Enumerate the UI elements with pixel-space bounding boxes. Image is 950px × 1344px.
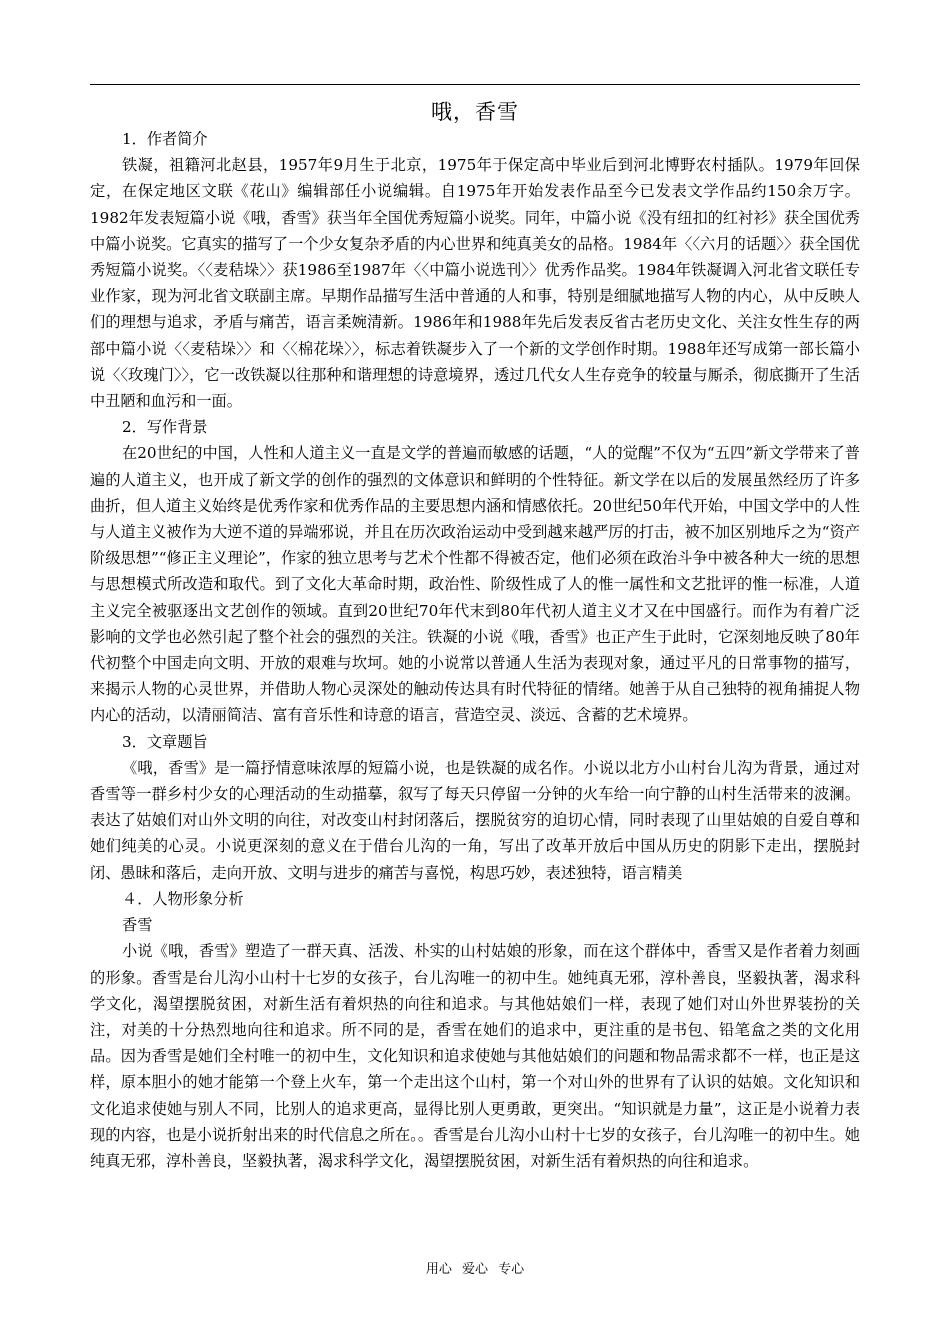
header-rule [90,84,860,85]
page-footer: 用心 爱心 专心 [425,1262,525,1277]
page-title: 哦，香雪 [431,100,519,124]
paragraph-theme: 《哦，香雪》是一篇抒情意味浓厚的短篇小说，也是铁凝的成名作。小说以北方小山村台儿沟为背景，通过对香雪等一群乡村少女的心理活动的生动描摹，叙写了每天只停留一分钟的火车给一向宁静的山村生活带来的波澜。表达了姑娘们对山外文明的向往，对改变山村封闭落后，摆脱贫穷的迫切心情，同时表现了山里姑娘的自爱自尊和她们纯美的心灵。小说更深刻的意义在于借台儿沟的一角，写出了改革开放后中国从历史的阴影下走出，摆脱封闭、愚昧和落后，走向开放、文明与进步的痛苦与喜悦，构思巧妙，表述独特，语言精美 [90,758,860,882]
section-heading-background: 2．写作背景 [122,418,208,437]
paragraph-author-intro: 铁凝，祖籍河北赵县，1957年9月生于北京，1975年于保定高中毕业后到河北博野农村插队。1979年回保定，在保定地区文联《花山》编辑部任小说编辑。自1975年开始发表作品至今已发表文学作品约150余万字。1982年发表短篇小说《哦，香雪》获当年全国优秀短篇小说奖。同年，中篇小说《没有纽扣的红衬衫》获全国优秀中篇小说奖。它真实的描写了一个少女复杂矛盾的内心世界和纯真美女的品格。1984年〈〈六月的话题〉〉获全国优秀短篇小说奖。〈〈麦秸垛〉〉获1986至1987年〈〈中篇小说选刊〉〉优秀作品奖。1984年铁凝调入河北省文联任专业作家，现为河北省文联副主席。早期作品描写生活中普通的人和事，特别是细腻地描写人物的内心，从中反映人们的理想与追求，矛盾与痛苦，语言柔婉清新。1986年和1988年先后发表反省古老历史文化、关注女性生存的两部中篇小说〈〈麦秸垛〉〉和〈〈棉花垛〉〉，标志着铁凝步入了一个新的文学创作时期。1988年还写成第一部长篇小说〈〈玫瑰门〉〉，它一改铁凝以往那种和谐理想的诗意境界，透过几代女人生存竞争的较量与厮杀，彻底撕开了生活中丑陋和血污和一面。 [90,156,860,411]
character-name: 香雪 [122,916,153,935]
section-heading-author: 1．作者简介 [122,130,208,148]
paragraph-background: 在20世纪的中国，人性和人道主义一直是文学的普遍而敏感的话题，“人的觉醒”不仅为“五四”新文学带来了普遍的人道主义，也开成了新文学的创作的强烈的文体意识和鲜明的个性特征。新文学在以后的发展虽然经历了许多曲折，但人道主义始终是优秀作家和优秀作品的主要思想内涵和情感依托。20世纪50年代开始，中国文学中的人性与人道主义被作为大逆不道的异端邪说，并且在历次政治运动中受到越来越严厉的打击，被不加区别地斥之为“资产阶级思想”“修正主义理论”，作家的独立思考与艺术个性都不得被否定，他们必须在政治斗争中被各种大一统的思想与思想模式所改造和取代。到了文化大革命时期，政治性、阶级性成了人的惟一属性和文艺批评的惟一标准，人道主义完全被驱逐出文艺创作的领域。直到20世纪70年代末到80年代初人道主义才又在中国盛行。而作为有着广泛影响的文学也必然引起了整个社会的强烈的关注。铁凝的小说《哦，香雪》也正产生于此时，它深刻地反映了80年代初整个中国走向文明、开放的艰难与坎坷。她的小说常以普通人生活为表现对象，通过平凡的日常事物的描写，来揭示人物的心灵世界，并借助人物心灵深处的触动传达具有时代特征的情绪。她善于从自己独特的视角捕捉人物内心的活动，以清丽简洁、富有音乐性和诗意的语言，营造空灵、淡远、含蓄的艺术境界。 [90,444,860,725]
paragraph-character-analysis: 小说《哦，香雪》塑造了一群天真、活泼、朴实的山村姑娘的形象，而在这个群体中，香雪又是作者着力刻画的形象。香雪是台儿沟小山村十七岁的女孩子，台儿沟唯一的初中生。她纯真无邪，淳朴善良，坚毅执著，渴求科学文化，渴望摆脱贫困，对新生活有着炽热的向往和追求。与其他姑娘们一样，表现了她们对山外世界装扮的关注，对美的十分热烈地向往和追求。所不同的是，香雪在她们的追求中，更注重的是书包、铅笔盒之类的文化用品。因为香雪是她们全村唯一的初中生，文化知识和追求使她与其他姑娘们的问题和物品需求都不一样，也正是这样，原本胆小的她才能第一个登上火车，第一个走出这个山村，第一个对山外的世界有了认识的姑娘。文化知识和文化追求使她与别人不同，比别人的追求更高，显得比别人更勇敢，更突出。“知识就是力量”，这正是小说着力表现的内容，也是小说折射出来的时代信息之所在。。香雪是台儿沟小山村十七岁的女孩子，台儿沟唯一的初中生。她纯真无邪，淳朴善良，坚毅执著，渴求科学文化，渴望摆脱贫困，对新生活有着炽热的向往和追求。 [90,942,860,1170]
document-body [90,94,860,1174]
section-heading-theme: 3．文章题旨 [122,732,208,751]
section-heading-character: ４．人物形象分析 [122,889,244,908]
